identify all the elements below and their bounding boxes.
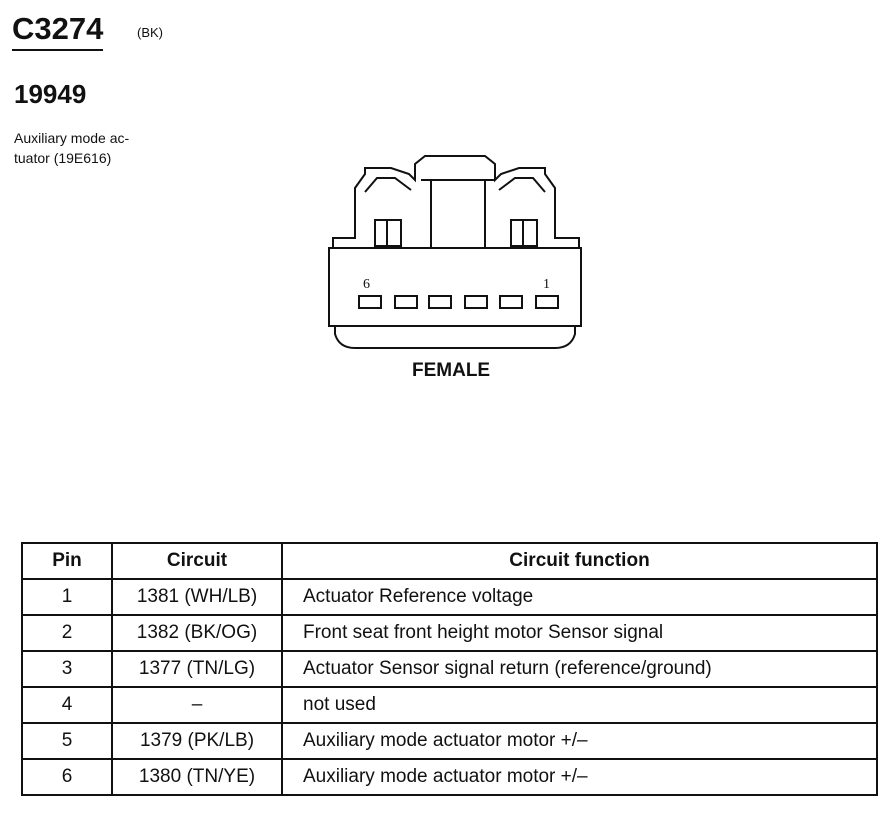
header-circuit: Circuit [112,543,282,579]
cell-pin: 1 [22,579,112,615]
cell-circuit: 1381 (WH/LB) [112,579,282,615]
table-row [22,723,877,759]
table-row [22,759,877,795]
description-line-2: tuator (19E616) [14,150,112,166]
connector-id: C3274 [12,12,103,51]
header-pin: Pin [22,543,112,579]
pin-cavity-6 [359,296,381,308]
cell-circuit: – [112,687,282,723]
pin-label-6: 6 [363,277,370,292]
cell-circuit: 1382 (BK/OG) [112,615,282,651]
cell-function: Actuator Reference voltage [282,579,877,615]
cell-pin: 4 [22,687,112,723]
table-row [22,651,877,687]
cell-circuit: 1377 (TN/LG) [112,651,282,687]
pin-cavity-2 [500,296,522,308]
cell-function: Auxiliary mode actuator motor +/– [282,759,877,795]
table-row [22,687,877,723]
pin-label-1: 1 [543,277,550,292]
part-number: 19949 [14,79,87,109]
pin-cavity-4 [429,296,451,308]
cell-function: Actuator Sensor signal return (reference/ground) [282,651,877,687]
cell-function: Front seat front height motor Sensor signal [282,615,877,651]
cell-pin: 2 [22,615,112,651]
pin-cavity-3 [465,296,487,308]
connector-base [335,326,575,348]
pin-cavity-1 [536,296,558,308]
table-row [22,615,877,651]
pin-cavity-5 [395,296,417,308]
cell-pin: 3 [22,651,112,687]
connector-color: (BK) [137,25,163,40]
cell-pin: 6 [22,759,112,795]
center-key [431,180,485,248]
cell-pin: 5 [22,723,112,759]
view-label: FEMALE [412,360,491,381]
cell-circuit: 1380 (TN/YE) [112,759,282,795]
header-function: Circuit function [282,543,877,579]
table-header-row [22,543,877,579]
pinout-table [21,542,878,796]
cell-function: not used [282,687,877,723]
cell-circuit: 1379 (PK/LB) [112,723,282,759]
cell-function: Auxiliary mode actuator motor +/– [282,723,877,759]
connector-diagram [325,150,585,355]
table-row [22,579,877,615]
component-description [14,128,129,168]
housing-top [333,156,579,248]
description-line-1: Auxiliary mode ac- [14,130,130,146]
